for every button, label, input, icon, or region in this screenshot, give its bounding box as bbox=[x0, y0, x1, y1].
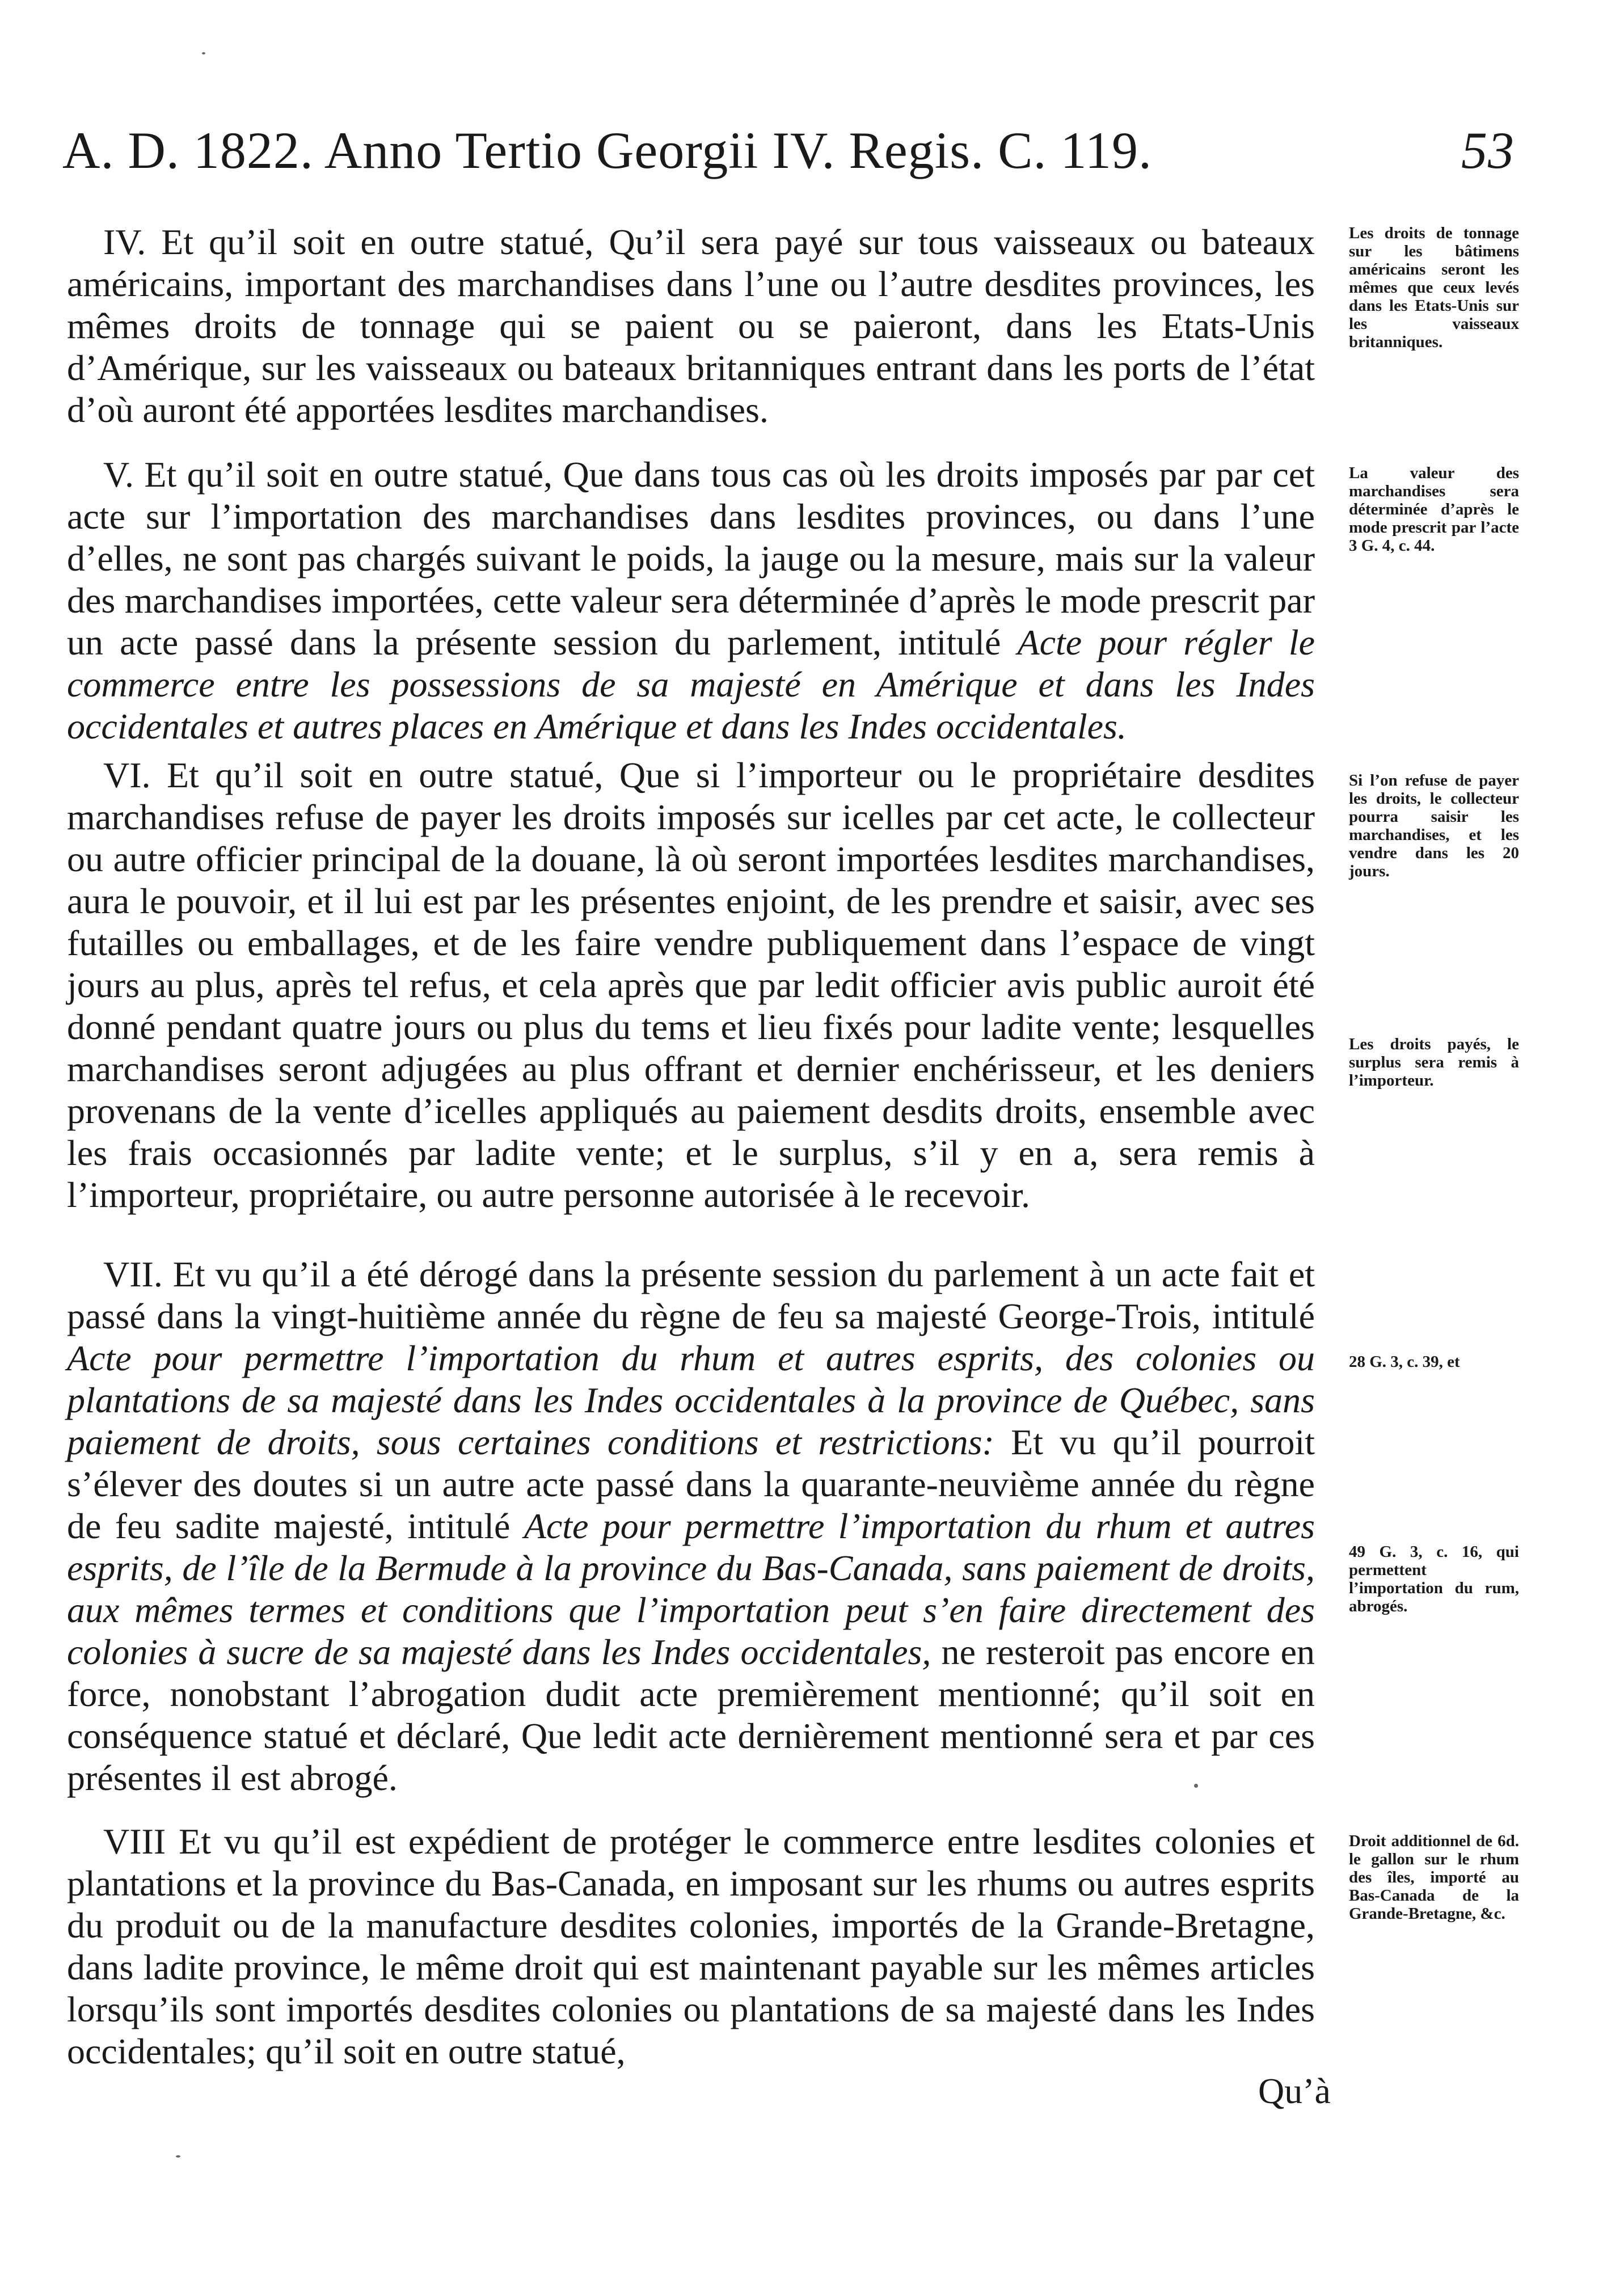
section-number: VI. bbox=[103, 755, 151, 795]
section-text: Et vu qu’il pourroit s’élever des doutes si un autre acte passé dans la quarante-neuvième année du règne de feu sadite majesté, intitulé bbox=[67, 1422, 1315, 1546]
section-number: IV. bbox=[103, 222, 146, 262]
paper-speck bbox=[1194, 1784, 1198, 1788]
section-text: Et qu’il soit en outre statué, Que dans tous cas où les droits imposés par par cet acte sur l’importation des marchandises dans lesdites provinces, ou dans l’une d’elles, ne sont pas chargés suivant le poids, la jauge ou la mesure, mais sur la valeur des marchandises importées, cette valeur sera déterminée d’après le mode prescrit par un acte passé dans la présente session du parlement, intitulé bbox=[67, 454, 1315, 662]
page-number: 53 bbox=[1461, 121, 1515, 179]
catchword: Qu’à bbox=[1258, 2071, 1331, 2111]
section-v bbox=[67, 454, 1315, 748]
section-viii bbox=[67, 1821, 1315, 2072]
margin-note-v: La valeur des marchandises sera déterminée d’après le mode prescrit par l’acte 3 G. 4, c. 44. bbox=[1349, 464, 1519, 555]
section-text: Et vu qu’il a été dérogé dans la présente session du parlement à un acte fait et passé dans la vingt-huitième année du règne de feu sa majesté George-Trois, intitulé bbox=[67, 1254, 1315, 1336]
section-text: Et qu’il soit en outre statué, Qu’il sera payé sur tous vaisseaux ou bateaux américains, important des marchandises dans l’une ou l’autre desdites provinces, les mêmes droits de tonnage qui se paient ou se paieront, dans les Etats-Unis d’Amérique, sur les vaisseaux ou bateaux britanniques entrant dans les ports de l’état d’où auront été apportées lesdites marchandises. bbox=[67, 222, 1315, 430]
act-title-italic: Acte pour permettre l’importation du rhum et autres esprits, des colonies ou plantations de sa majesté dans les Indes occidentales à la province de Québec, sans paiement de droits, sous certaines conditions et restrictions: bbox=[67, 1338, 1315, 1462]
section-text: ne resteroit pas encore en force, nonobstant l’abrogation dudit acte premièrement mentionné; qu’il soit en conséquence statué et déclaré, Que ledit acte dernièrement mentionné sera et par ces présentes il est abrogé. bbox=[67, 1632, 1315, 1798]
margin-note-iv: Les droits de tonnage sur les bâtimens américains seront les mêmes que ceux levés dans les Etats-Unis sur les vaisseaux britanniques. bbox=[1349, 224, 1519, 351]
paper-speck bbox=[176, 2155, 180, 2158]
section-number: VIII bbox=[103, 1821, 166, 1861]
margin-note-vi-surplus: Les droits payés, le surplus sera remis à l’importeur. bbox=[1349, 1035, 1519, 1090]
act-title-italic: Acte pour permettre l’importation du rhum et autres esprits, de l’île de la Bermude à la province du Bas-Canada, sans paiement de droits, aux mêmes termes et conditions que l’importation peut s’en faire directement des colonies à sucre de sa majesté dans les Indes occidentales, bbox=[67, 1506, 1315, 1672]
paper-speck bbox=[202, 52, 205, 54]
section-vii bbox=[67, 1253, 1315, 1799]
section-text: Et vu qu’il est expédient de protéger le commerce entre lesdites colonies et plantations et la province du Bas-Canada, en imposant sur les rhums ou autres esprits du produit ou de la manufacture desdites colonies, importés de la Grande-Bretagne, dans ladite province, le même droit qui est maintenant payable sur les mêmes articles lorsqu’ils sont importés desdites colonies ou plantations de sa majesté dans les Indes occidentales; qu’il soit en outre statué, bbox=[67, 1821, 1315, 2071]
section-text: Et qu’il soit en outre statué, Que si l’importeur ou le propriétaire desdites marchandises refuse de payer les droits imposés sur icelles par cet acte, le collecteur ou autre officier principal de la douane, là où seront importées lesdites marchandises, aura le pouvoir, et il lui est par les présentes enjoint, de les prendre et saisir, avec ses futailles ou emballages, et de les faire vendre publiquement dans l’espace de vingt jours au plus, après tel refus, et cela après que par ledit officier avis public auroit été donné pendant quatre jours ou plus du tems et lieu fixés pour ladite vente; lesquelles marchandises seront adjugées au plus offrant et dernier enchérisseur, et les deniers provenans de la vente d’icelles appliqués au paiement desdits droits, ensemble avec les frais occasionnés par ladite vente; et le surplus, s’il y en a, sera remis à l’importeur, propriétaire, ou autre personne autorisée à le recevoir. bbox=[67, 755, 1315, 1215]
margin-note-vii-second: 49 G. 3, c. 16, qui permettent l’importation du rum, abrogés. bbox=[1349, 1543, 1519, 1615]
section-number: V. bbox=[103, 454, 134, 495]
act-title-italic: Acte pour régler le commerce entre les possessions de sa majesté en Amérique et dans les Indes occidentales et autres places en Amérique et dans les Indes occidentales. bbox=[67, 622, 1315, 746]
page-header bbox=[62, 116, 1515, 184]
margin-note-vi-seizure: Si l’on refuse de payer les droits, le collecteur pourra saisir les marchandises, et les vendre dans les 20 jours. bbox=[1349, 771, 1519, 880]
margin-note-viii: Droit additionnel de 6d. le gallon sur le rhum des îles, importé au Bas-Canada de la Grande-Bretagne, &c. bbox=[1349, 1832, 1519, 1923]
section-iv bbox=[67, 221, 1315, 431]
section-vi bbox=[67, 754, 1315, 1216]
section-number: VII. bbox=[103, 1254, 163, 1294]
margin-note-vii-first: 28 G. 3, c. 39, et bbox=[1349, 1353, 1460, 1371]
running-title: A. D. 1822. Anno Tertio Georgii IV. Regis. C. 119. bbox=[62, 121, 1153, 179]
